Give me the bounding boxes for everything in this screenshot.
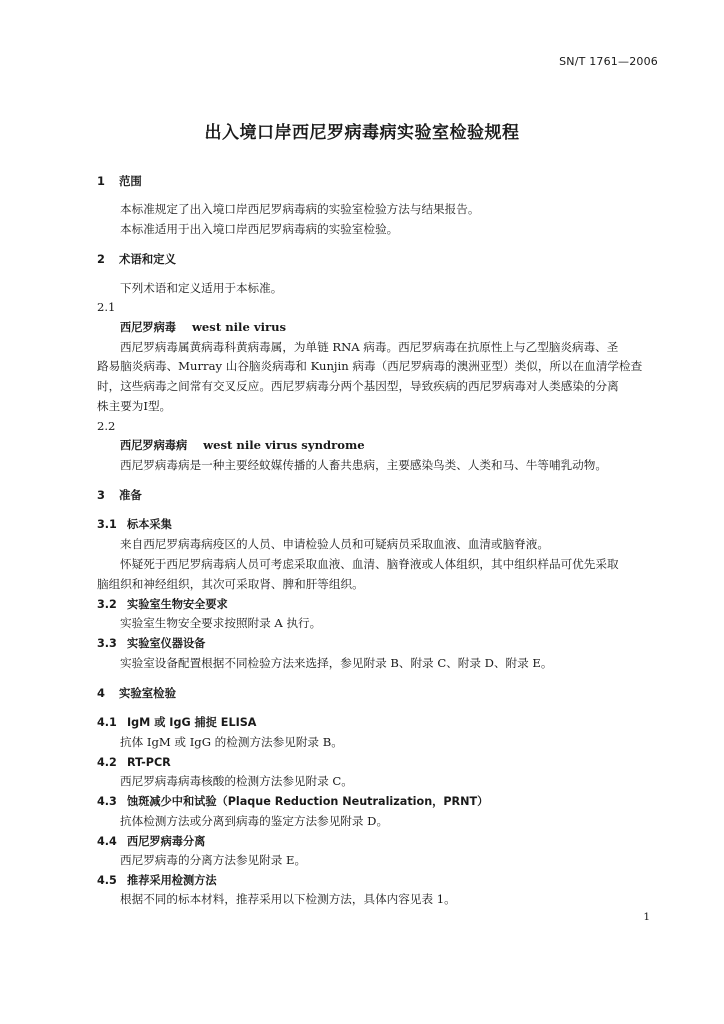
term-en: west nile virus syndrome bbox=[203, 438, 365, 452]
subsection-number: 3.2 bbox=[97, 598, 117, 611]
paragraph: 来自西尼罗病毒病疫区的人员、申请检验人员和可疑病员采取血液、血清或脑脊液。 bbox=[120, 537, 549, 551]
subsection-title: 蚀斑减少中和试验（Plaque Reduction Neutralization，PRNT） bbox=[127, 795, 489, 808]
paragraph: 脑组织和神经组织，其次可采取肾、脾和肝等组织。 bbox=[97, 577, 364, 591]
section-3-heading bbox=[97, 490, 142, 501]
subsection-4-2-heading bbox=[97, 757, 171, 768]
paragraph: 抗体检测方法或分离到病毒的鉴定方法参见附录 D。 bbox=[120, 814, 389, 828]
paragraph: 实验室设备配置根据不同检验方法来选择，参见附录 B、附录 C、附录 D、附录 E。 bbox=[120, 656, 553, 670]
paragraph: 路易脑炎病毒、Murray 山谷脑炎病毒和 Kunjin 病毒（西尼罗病毒的澳洲亚型）类似，所以在血清学检查 bbox=[97, 359, 643, 373]
subsection-number: 4.4 bbox=[97, 835, 117, 848]
section-title: 准备 bbox=[119, 488, 142, 502]
subsection-3-1-heading bbox=[97, 519, 172, 530]
term-en: west nile virus bbox=[191, 320, 287, 334]
paragraph: 西尼罗病毒病毒核酸的检测方法参见附录 C。 bbox=[120, 774, 353, 788]
section-title: 实验室检验 bbox=[119, 686, 176, 700]
subsection-4-5-heading bbox=[97, 875, 217, 886]
subsection-number: 3.3 bbox=[97, 637, 117, 650]
paragraph: 怀疑死于西尼罗病毒病人员可考虑采取血液、血清、脑脊液或人体组织，其中组织样品可优先采取 bbox=[120, 557, 619, 571]
subsection-title: IgM 或 IgG 捕捉 ELISA bbox=[127, 716, 257, 729]
standard-code: SN/T 1761—2006 bbox=[559, 55, 658, 68]
section-2-heading bbox=[97, 254, 176, 265]
paragraph: 本标准适用于出入境口岸西尼罗病毒病的实验室检验。 bbox=[120, 222, 399, 236]
term-number: 2.1 bbox=[97, 300, 116, 314]
section-number: 2 bbox=[97, 252, 105, 266]
subsection-title: 标本采集 bbox=[127, 518, 172, 531]
subsection-number: 3.1 bbox=[97, 518, 117, 531]
subsection-number: 4.2 bbox=[97, 756, 117, 769]
subsection-title: 推荐采用检测方法 bbox=[127, 874, 217, 887]
page-number: 1 bbox=[643, 911, 650, 923]
subsection-3-2-heading bbox=[97, 599, 228, 610]
paragraph: 时，这些病毒之间常有交叉反应。西尼罗病毒分两个基因型，导致疾病的西尼罗病毒对人类感染的分离 bbox=[97, 379, 619, 393]
subsection-title: 实验室生物安全要求 bbox=[127, 598, 228, 611]
paragraph: 下列术语和定义适用于本标准。 bbox=[120, 281, 283, 295]
paragraph: 实验室生物安全要求按照附录 A 执行。 bbox=[120, 616, 322, 630]
paragraph: 株主要为Ⅰ型。 bbox=[97, 399, 172, 413]
subsection-title: RT-PCR bbox=[127, 756, 171, 769]
term-heading bbox=[120, 440, 365, 452]
section-4-heading bbox=[97, 688, 176, 699]
section-number: 1 bbox=[97, 174, 105, 188]
term-zh: 西尼罗病毒病 bbox=[120, 439, 188, 452]
subsection-3-3-heading bbox=[97, 638, 205, 649]
term-zh: 西尼罗病毒 bbox=[120, 321, 176, 334]
subsection-4-3-heading bbox=[97, 796, 488, 807]
subsection-number: 4.3 bbox=[97, 795, 117, 808]
subsection-4-4-heading bbox=[97, 836, 205, 847]
document-title: 出入境口岸西尼罗病毒病实验室检验规程 bbox=[204, 123, 520, 143]
term-heading bbox=[120, 322, 286, 334]
subsection-title: 西尼罗病毒分离 bbox=[127, 835, 206, 848]
paragraph: 西尼罗病毒属黄病毒科黄病毒属，为单链 RNA 病毒。西尼罗病毒在抗原性上与乙型脑炎病毒、圣 bbox=[120, 340, 619, 354]
paragraph: 西尼罗病毒的分离方法参见附录 E。 bbox=[120, 853, 307, 867]
section-title: 范围 bbox=[119, 174, 142, 188]
subsection-number: 4.1 bbox=[97, 716, 117, 729]
section-number: 4 bbox=[97, 686, 105, 700]
paragraph: 根据不同的标本材料，推荐采用以下检测方法，具体内容见表 1。 bbox=[120, 892, 456, 906]
subsection-title: 实验室仪器设备 bbox=[127, 637, 206, 650]
section-number: 3 bbox=[97, 488, 105, 502]
paragraph: 西尼罗病毒病是一种主要经蚊媒传播的人畜共患病，主要感染鸟类、人类和马、牛等哺乳动物。 bbox=[120, 458, 607, 472]
section-title: 术语和定义 bbox=[119, 252, 176, 266]
term-number: 2.2 bbox=[97, 419, 116, 433]
paragraph: 本标准规定了出入境口岸西尼罗病毒病的实验室检验方法与结果报告。 bbox=[120, 202, 480, 216]
paragraph: 抗体 IgM 或 IgG 的检测方法参见附录 B。 bbox=[120, 735, 343, 749]
subsection-number: 4.5 bbox=[97, 874, 117, 887]
section-1-heading bbox=[97, 176, 142, 187]
subsection-4-1-heading bbox=[97, 717, 256, 728]
